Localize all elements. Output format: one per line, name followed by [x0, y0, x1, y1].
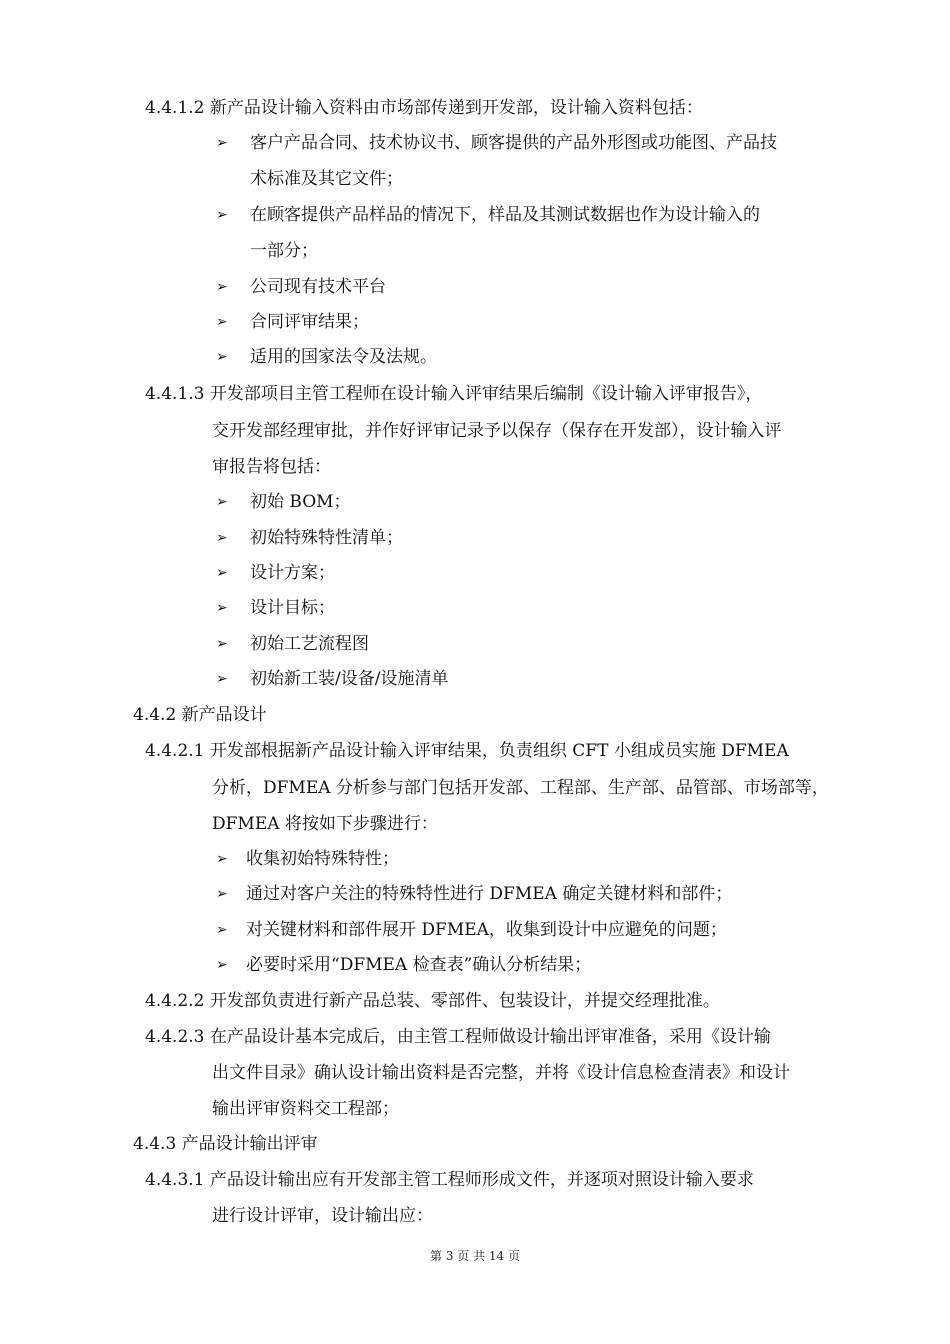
bullet-arrow-icon: ➢ — [216, 349, 228, 365]
list-item: 初始特殊特性清单； — [250, 528, 403, 548]
bullet-arrow-icon: ➢ — [216, 671, 228, 687]
bullet-arrow-icon: ➢ — [216, 886, 228, 902]
list-item: 对关键材料和部件展开 DFMEA，收集到设计中应避免的问题； — [246, 920, 727, 940]
paragraph-4-4-3-1-line-2: 进行设计评审，设计输出应： — [212, 1206, 433, 1226]
list-item: 适用的国家法令及法规。 — [250, 347, 437, 367]
list-item: 初始工艺流程图 — [250, 634, 369, 654]
bullet-arrow-icon: ➢ — [216, 851, 228, 867]
list-item: 初始新工装/设备/设施清单 — [250, 669, 449, 689]
paragraph-4-4-3-1-line-1: 4.4.3.1 产品设计输出应有开发部主管工程师形成文件，并逐项对照设计输入要求 — [145, 1170, 754, 1190]
paragraph-4-4-2-1-line-1: 4.4.2.1 开发部根据新产品设计输入评审结果，负责组织 CFT 小组成员实施 DFMEA — [145, 741, 789, 761]
bullet-arrow-icon: ➢ — [216, 207, 228, 223]
bullet-arrow-icon: ➢ — [216, 135, 228, 151]
list-item-continuation: 一部分； — [250, 241, 318, 261]
bullet-arrow-icon: ➢ — [216, 565, 228, 581]
bullet-arrow-icon: ➢ — [216, 957, 228, 973]
bullet-arrow-icon: ➢ — [216, 494, 228, 510]
paragraph-4-4-1-3-line-1: 4.4.1.3 开发部项目主管工程师在设计输入评审结果后编制《设计输入评审报告》， — [145, 384, 763, 404]
bullet-arrow-icon: ➢ — [216, 314, 228, 330]
list-item: 在顾客提供产品样品的情况下，样品及其测试数据也作为设计输入的 — [250, 205, 760, 225]
bullet-arrow-icon: ➢ — [216, 279, 228, 295]
list-item: 通过对客户关注的特殊特性进行 DFMEA 确定关键材料和部件； — [246, 884, 733, 904]
paragraph-4-4-1-3-line-2: 交开发部经理审批，并作好评审记录予以保存（保存在开发部），设计输入评 — [212, 421, 782, 441]
list-item: 设计目标； — [250, 598, 335, 618]
list-item: 收集初始特殊特性； — [246, 849, 399, 869]
list-item-continuation: 术标准及其它文件； — [250, 169, 403, 189]
section-heading-4-4-2: 4.4.2 新产品设计 — [133, 705, 267, 725]
paragraph-4-4-2-3-line-3: 输出评审资料交工程部； — [212, 1099, 399, 1119]
list-item: 初始 BOM； — [250, 492, 351, 512]
paragraph-4-4-2-2: 4.4.2.2 开发部负责进行新产品总装、零部件、包装设计，并提交经理批准。 — [145, 991, 720, 1011]
list-item: 公司现有技术平台 — [250, 277, 386, 297]
list-item: 必要时采用“DFMEA 检查表”确认分析结果； — [246, 955, 592, 975]
paragraph-4-4-1-2-heading: 4.4.1.2 新产品设计输入资料由市场部传递到开发部，设计输入资料包括： — [145, 98, 703, 118]
paragraph-4-4-2-3-line-2: 出文件目录》确认设计输出资料是否完整，并将《设计信息检查清表》和设计 — [212, 1063, 790, 1083]
section-heading-4-4-3: 4.4.3 产品设计输出评审 — [133, 1134, 318, 1154]
paragraph-4-4-1-3-line-3: 审报告将包括： — [212, 457, 331, 477]
paragraph-4-4-2-1-line-2: 分析，DFMEA 分析参与部门包括开发部、工程部、生产部、品管部、市场部等， — [212, 778, 829, 798]
paragraph-4-4-2-1-line-3: DFMEA 将按如下步骤进行： — [212, 814, 438, 834]
bullet-arrow-icon: ➢ — [216, 530, 228, 546]
page-number-footer: 第 3 页 共 14 页 — [430, 1249, 520, 1263]
bullet-arrow-icon: ➢ — [216, 600, 228, 616]
paragraph-4-4-2-3-line-1: 4.4.2.3 在产品设计基本完成后，由主管工程师做设计输出评审准备，采用《设计输 — [145, 1027, 771, 1047]
bullet-arrow-icon: ➢ — [216, 922, 228, 938]
list-item: 合同评审结果； — [250, 312, 369, 332]
list-item: 设计方案； — [250, 563, 335, 583]
bullet-arrow-icon: ➢ — [216, 636, 228, 652]
list-item: 客户产品合同、技术协议书、顾客提供的产品外形图或功能图、产品技 — [250, 133, 777, 153]
